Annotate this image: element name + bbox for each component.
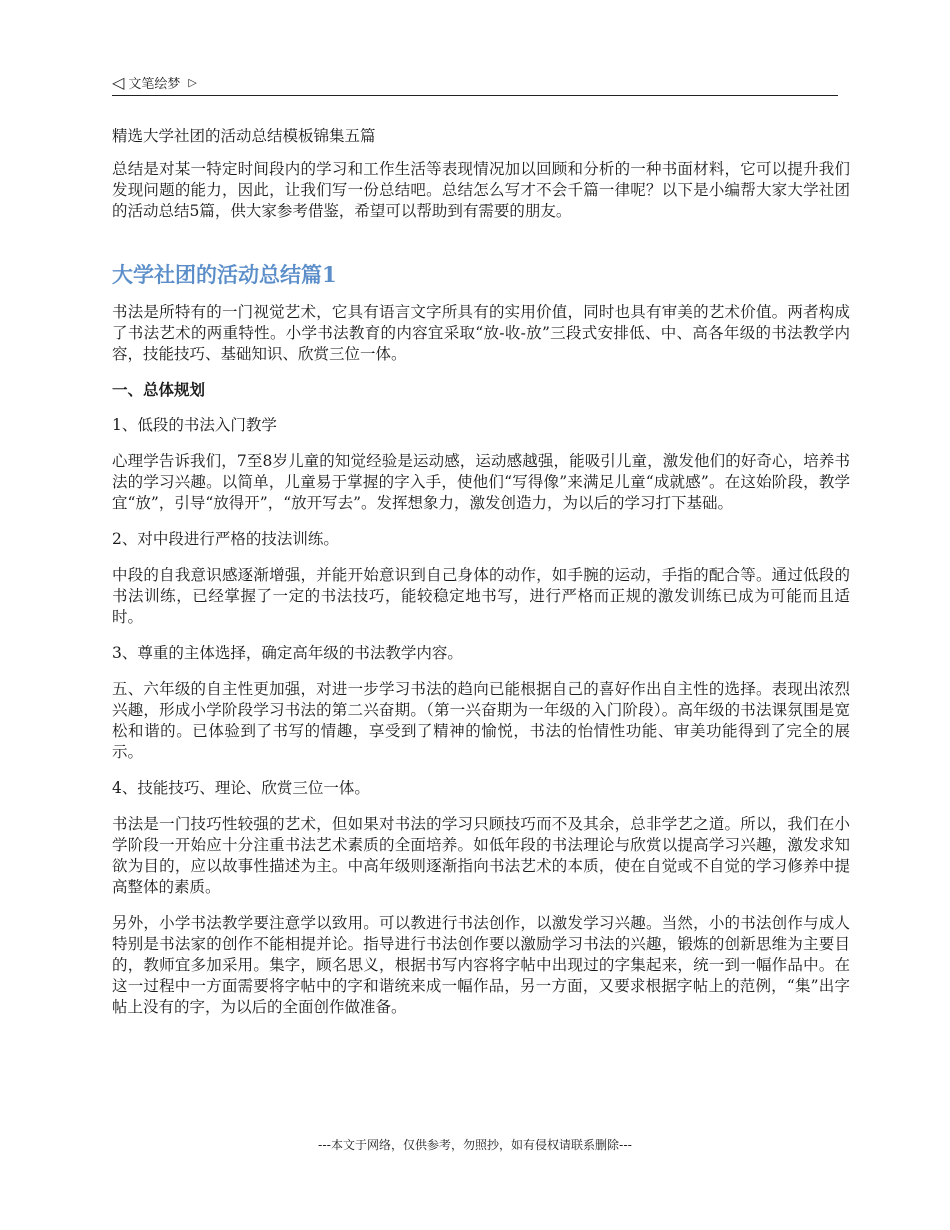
section-heading: 大学社团的活动总结篇1 <box>112 262 337 287</box>
closing-paragraph: 另外，小学书法教学要注意学以致用。可以教进行书法创作，以激发学习兴趣。当然，小的书法创作与成人特别是书法家的创作不能相提并论。指导进行书法创作要以激励学习书法的兴趣，锻炼的创新思维为主要目的，教师宜多加采用。集字，顾名思义，根据书写内容将字帖中出现过的字集起来，统一到一幅作品中。在这一过程中一方面需要将字帖中的字和谐统来成一幅作品，另一方面，又要求根据字帖上的范例，“集”出字帖上没有的字，为以后的全面创作做准备。 <box>112 914 850 1016</box>
triangle-right-icon: ▷ <box>188 76 197 89</box>
item-body: 心理学告诉我们，7至8岁儿童的知觉经验是运动感，运动感越强，能吸引儿童，激发他们的好奇心，培养书法的学习兴趣。以简单，儿童易于掌握的字入手，使他们“写得像”来满足儿童“成就感”。在这始阶段，教学宜“放”，引导“放得开”，“放开写去”。发挥想象力，激发创造力，为以后的学习打下基础。 <box>112 452 850 512</box>
item-body: 书法是一门技巧性较强的艺术，但如果对书法的学习只顾技巧而不及其余，总非学艺之道。所以，我们在小学阶段一开始应十分注重书法艺术素质的全面培养。如低年段的书法理论与欣赏以提高学习兴趣，激发求知欲为目的，应以故事性描述为主。中高年级则逐渐指向书法艺术的本质，使在自觉或不自觉的学习修养中提高整体的素质。 <box>112 815 850 896</box>
item-title: 1、低段的书法入门教学 <box>112 416 277 434</box>
section-intro-paragraph: 书法是所特有的一门视觉艺术，它具有语言文字所具有的实用价值，同时也具有审美的艺术价值。两者构成了书法艺术的两重特性。小学书法教育的内容宜采取“放-收-放”三段式安排低、中、高各年级的书法教学内容，技能技巧、基础知识、欣赏三位一体。 <box>112 303 850 363</box>
intro-paragraph: 总结是对某一特定时间段内的学习和工作生活等表现情况加以回顾和分析的一种书面材料，它可以提升我们发现问题的能力，因此，让我们写一份总结吧。总结怎么写才不会千篇一律呢？以下是小编帮大家大学社团的活动总结5篇，供大家参考借鉴，希望可以帮助到有需要的朋友。 <box>112 160 850 220</box>
item-title: 4、技能技巧、理论、欣赏三位一体。 <box>112 779 370 797</box>
document-title: 精选大学社团的活动总结模板锦集五篇 <box>112 127 376 145</box>
logo-text: 文笔绘梦 <box>128 77 181 92</box>
item-body: 中段的自我意识感逐渐增强，并能开始意识到自己身体的动作，如手腕的运动，手指的配合等。通过低段的书法训练，已经掌握了一定的书法技巧，能较稳定地书写，进行严格而正规的激发训练已成为可能而且适时。 <box>112 566 850 626</box>
item-title: 3、尊重的主体选择，确定高年级的书法教学内容。 <box>112 644 463 662</box>
subheading: 一、总体规划 <box>112 381 206 399</box>
item-title: 2、对中段进行严格的技法训练。 <box>112 530 339 548</box>
header-logo <box>112 73 197 92</box>
triangle-left-icon: ◁ <box>112 72 125 92</box>
document-body <box>112 126 850 1033</box>
item-body: 五、六年级的自主性更加强，对进一步学习书法的趋向已能根据自己的喜好作出自主性的选择。表现出浓烈兴趣，形成小学阶段学习书法的第二兴奋期。（第一兴奋期为一年级的入门阶段）。高年级的书法课氛围是宽松和谐的。已体验到了书写的情趣，享受到了精神的愉悦，书法的怡情性功能、审美功能得到了完全的展示。 <box>112 680 850 761</box>
page-footer: ---本文于网络，仅供参考，勿照抄，如有侵权请联系删除--- <box>318 1138 632 1152</box>
page-header <box>112 70 838 96</box>
